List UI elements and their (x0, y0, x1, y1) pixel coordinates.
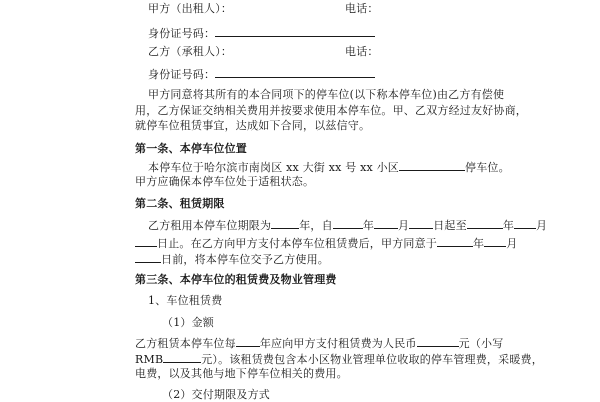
party-b-id-blank[interactable] (215, 67, 375, 78)
party-a-phone-label: 电话： (345, 2, 379, 15)
party-a-id-blank[interactable] (215, 26, 375, 37)
blank[interactable] (135, 236, 157, 247)
article-1-line-1: 本停车位于哈尔滨市南岗区 xx 大街 xx 号 xx 小区 停车位。 (148, 161, 510, 174)
blank[interactable] (333, 218, 363, 229)
party-a-id-label: 身份证号码： (148, 27, 216, 40)
blank[interactable] (135, 252, 161, 263)
party-b-phone-label: 电话： (345, 45, 379, 58)
article-3-title: 第三条、本停车位的租赁费及物业管理费 (135, 273, 337, 286)
intro-line: 就停车位租赁事宜，达成如下合同，以兹信守。 (135, 119, 371, 132)
blank[interactable] (514, 218, 536, 229)
article-3-para-line-1: 乙方租赁本停车位每 年应向甲方支付租赁费为人民币 元（小写 (135, 337, 504, 350)
article-3-para-line-3: 电费，以及其他与地下停车位相关的费用。 (135, 367, 348, 380)
blank[interactable] (437, 236, 473, 247)
party-a-id-row (148, 26, 375, 41)
blank[interactable] (374, 218, 398, 229)
article-2-line-3: 日前，将本停车位交予乙方使用。 (135, 252, 329, 267)
blank[interactable] (484, 236, 506, 247)
rmb-blank[interactable] (163, 352, 201, 363)
article-3-sub-1: 1、车位租赁费 (148, 294, 223, 307)
article-3-sub-1-2: （2）交付期限及方式 (162, 388, 270, 401)
intro-line: 甲方同意将其所有的本合同项下的停车位(以下称本停车位)由乙方有偿使 (148, 88, 505, 101)
article-2-line-1: 乙方租用本停车位期限为 年，自 年 月 日起至 年 月 (148, 219, 548, 232)
blank[interactable] (236, 336, 260, 347)
party-a-label: 甲方（出租人）： (148, 2, 233, 15)
blank[interactable] (271, 218, 299, 229)
party-b-id-row (148, 67, 375, 82)
article-3-para-line-2: RMB 元）。该租赁费包含本小区物业管理单位收取的停车管理费，采暖费， (135, 353, 543, 366)
article-2-line-2: 日止。在乙方向甲方支付本停车位租赁费后，甲方同意于 年 月 (135, 236, 517, 251)
article-3-sub-1-1: （1）金额 (162, 316, 214, 329)
intro-line: 用，乙方保证交纳相关费用并按要求使用本停车位。甲、乙双方经过友好协商， (135, 104, 527, 117)
article-2-title: 第二条、租赁期限 (135, 197, 225, 210)
blank[interactable] (409, 218, 433, 229)
parking-space-number-blank[interactable] (399, 160, 465, 171)
party-b-label: 乙方（承租人）： (148, 45, 233, 58)
amount-blank[interactable] (417, 336, 459, 347)
blank[interactable] (467, 218, 503, 229)
party-b-id-label: 身份证号码： (148, 68, 216, 81)
article-1-line-2: 甲方应确保本停车位处于适租状态。 (135, 175, 315, 188)
article-1-title: 第一条、本停车位位置 (135, 142, 247, 155)
